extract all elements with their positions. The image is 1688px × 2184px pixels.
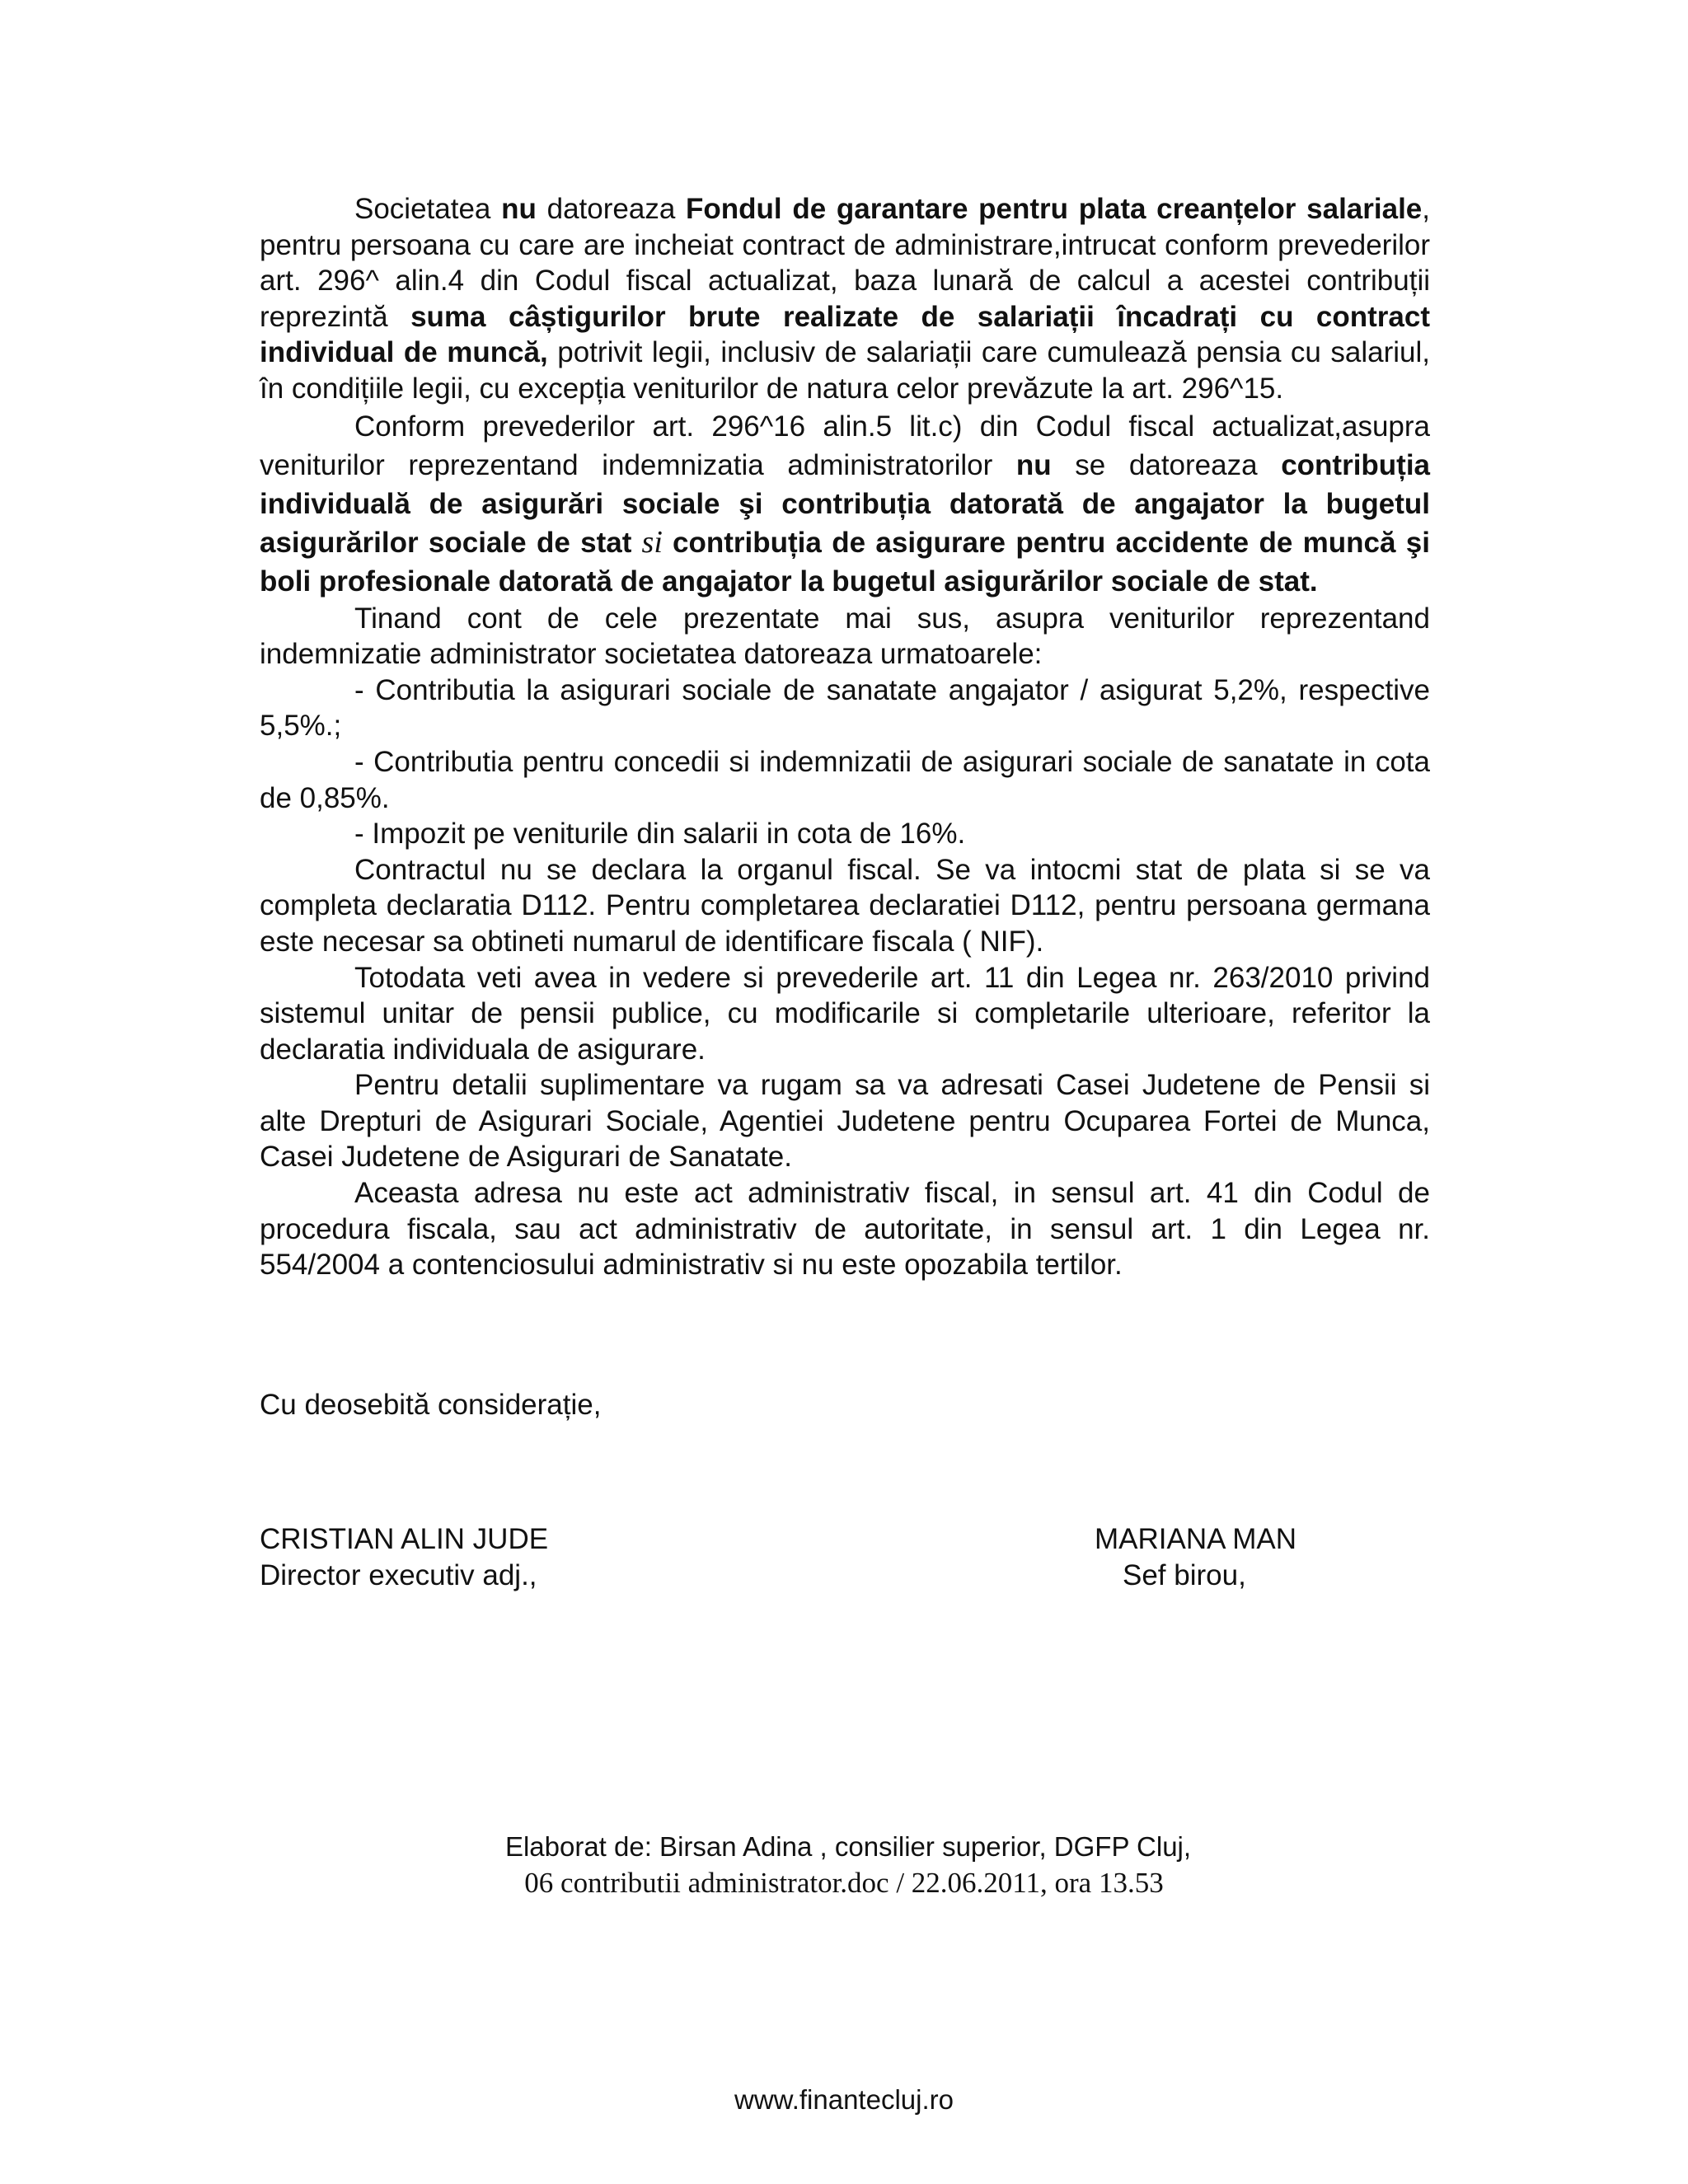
paragraph-declaration: Contractul nu se declara la organul fiscal. Se va intocmi stat de plata si se va completa declaratia D112. Pentru completarea declaratiei D112, pentru persoana germana este necesar sa obtineti numarul de identificare fiscala ( NIF). xyxy=(260,853,1430,958)
website-footer: www.finantecluj.ro xyxy=(734,2084,954,2115)
closing-salutation: Cu deosebită considerație, xyxy=(260,1389,602,1421)
signatory-name: MARIANA MAN xyxy=(1095,1523,1297,1555)
emphasis-nu: nu xyxy=(501,193,537,225)
footer-author: Elaborat de: Birsan Adina , consilier superior, DGFP Cluj, xyxy=(504,1831,1192,1862)
emphasis-gross-earnings: suma câștigurilor brute realizate de salariații încadrați cu contract individual de muncă, xyxy=(260,300,1430,369)
paragraph-legal-disclaimer: Aceasta adresa nu este act administrativ fiscal, in sensul art. 41 din Codul de procedura fiscala, sau act administrativ de autoritate, in sensul art. 1 din Legea nr. 554/2004 a contenciosului administrativ si nu este opozabila tertilor. xyxy=(260,1177,1430,1282)
emphasis-social-insurance: contribuția individuală de asigurări sociale şi contribuția datorată de angajator la bugetul asigurărilor sociale de stat xyxy=(260,448,1431,559)
paragraph-contacts: Pentru detalii suplimentare va rugam sa va adresati Casei Judetene de Pensii si alte Drepturi de Asigurari Sociale, Agentiei Judetene pentru Ocuparea Fortei de Munca, Casei Judetene de Asigurari de Sanatate. xyxy=(260,1069,1430,1174)
conjunction-si: si xyxy=(631,524,673,560)
emphasis-nu-2: nu xyxy=(1015,448,1052,481)
signature-block-right xyxy=(1095,1521,1296,1594)
paragraph-social-contributions: Conform prevederilor art. 296^16 alin.5 lit.c) din Codul fiscal actualizat,asupra veniturilor reprezentand indemnizatia administratorilor nu se datoreaza contribuția individuală de asigurări sociale şi contribuția datorată de angajator la bugetul asigurărilor sociale de stat si contribuția de asigurare pentru accidente de muncă şi boli profesionale datorată de angajator la bugetul asigurărilor sociale de stat. xyxy=(260,410,1431,598)
list-item-income-tax: - Impozit pe veniturile din salarii in cota de 16%. xyxy=(354,818,966,851)
list-item-health-contribution: - Contributia la asigurari sociale de sanatate angajator / asigurat 5,2%, respective 5,5%.; xyxy=(260,673,1430,743)
paragraph-summary-intro: Tinand cont de cele prezentate mai sus, asupra veniturilor reprezentand indemnizatie administrator societatea datoreaza urmatoarele: xyxy=(260,602,1430,671)
signatory-role: Sef birou, xyxy=(1123,1559,1246,1591)
emphasis-accident-insurance: contribuția de asigurare pentru accidente de muncă şi boli profesionale datorată de angajator la bugetul asigurărilor sociale de stat. xyxy=(260,526,1431,598)
paragraph-fund-exemption: Societatea nu datoreaza Fondul de garantare pentru plata creanțelor salariale, pentru persoana cu care are incheiat contract de administrare,intrucat conform prevederilor art. 296^ alin.4 din Codul fiscal actualizat, baza lunară de calcul a acestei contribuții reprezintă suma câștigurilor brute realizate de salariații încadrați cu contract individual de muncă, potrivit legii, inclusiv de salariații care cumulează pensia cu salariul, în condițiile legii, cu excepția veniturilor de natura celor prevăzute la art. 296^15. xyxy=(260,193,1431,405)
emphasis-fund-name: Fondul de garantare pentru plata creanțelor salariale xyxy=(686,193,1423,225)
list-item-leave-contribution: - Contributia pentru concedii si indemnizatii de asigurari sociale de sanatate in cota de 0,85%. xyxy=(260,745,1430,814)
signatory-role: Director executiv adj., xyxy=(260,1559,537,1591)
letter-body xyxy=(260,191,1430,1283)
paragraph-pension-law: Totodata veti avea in vedere si prevederile art. 11 din Legea nr. 263/2010 privind sistemul unitar de pensii publice, cu modificarile si completarile ulterioare, referitor la declaratia individuala de asigurare. xyxy=(260,961,1430,1066)
signature-block-left xyxy=(260,1521,548,1594)
footer-file-info: 06 contributii administrator.doc / 22.06.2011, ora 13.53 xyxy=(524,1867,1164,1899)
signatory-name: CRISTIAN ALIN JUDE xyxy=(260,1523,549,1555)
